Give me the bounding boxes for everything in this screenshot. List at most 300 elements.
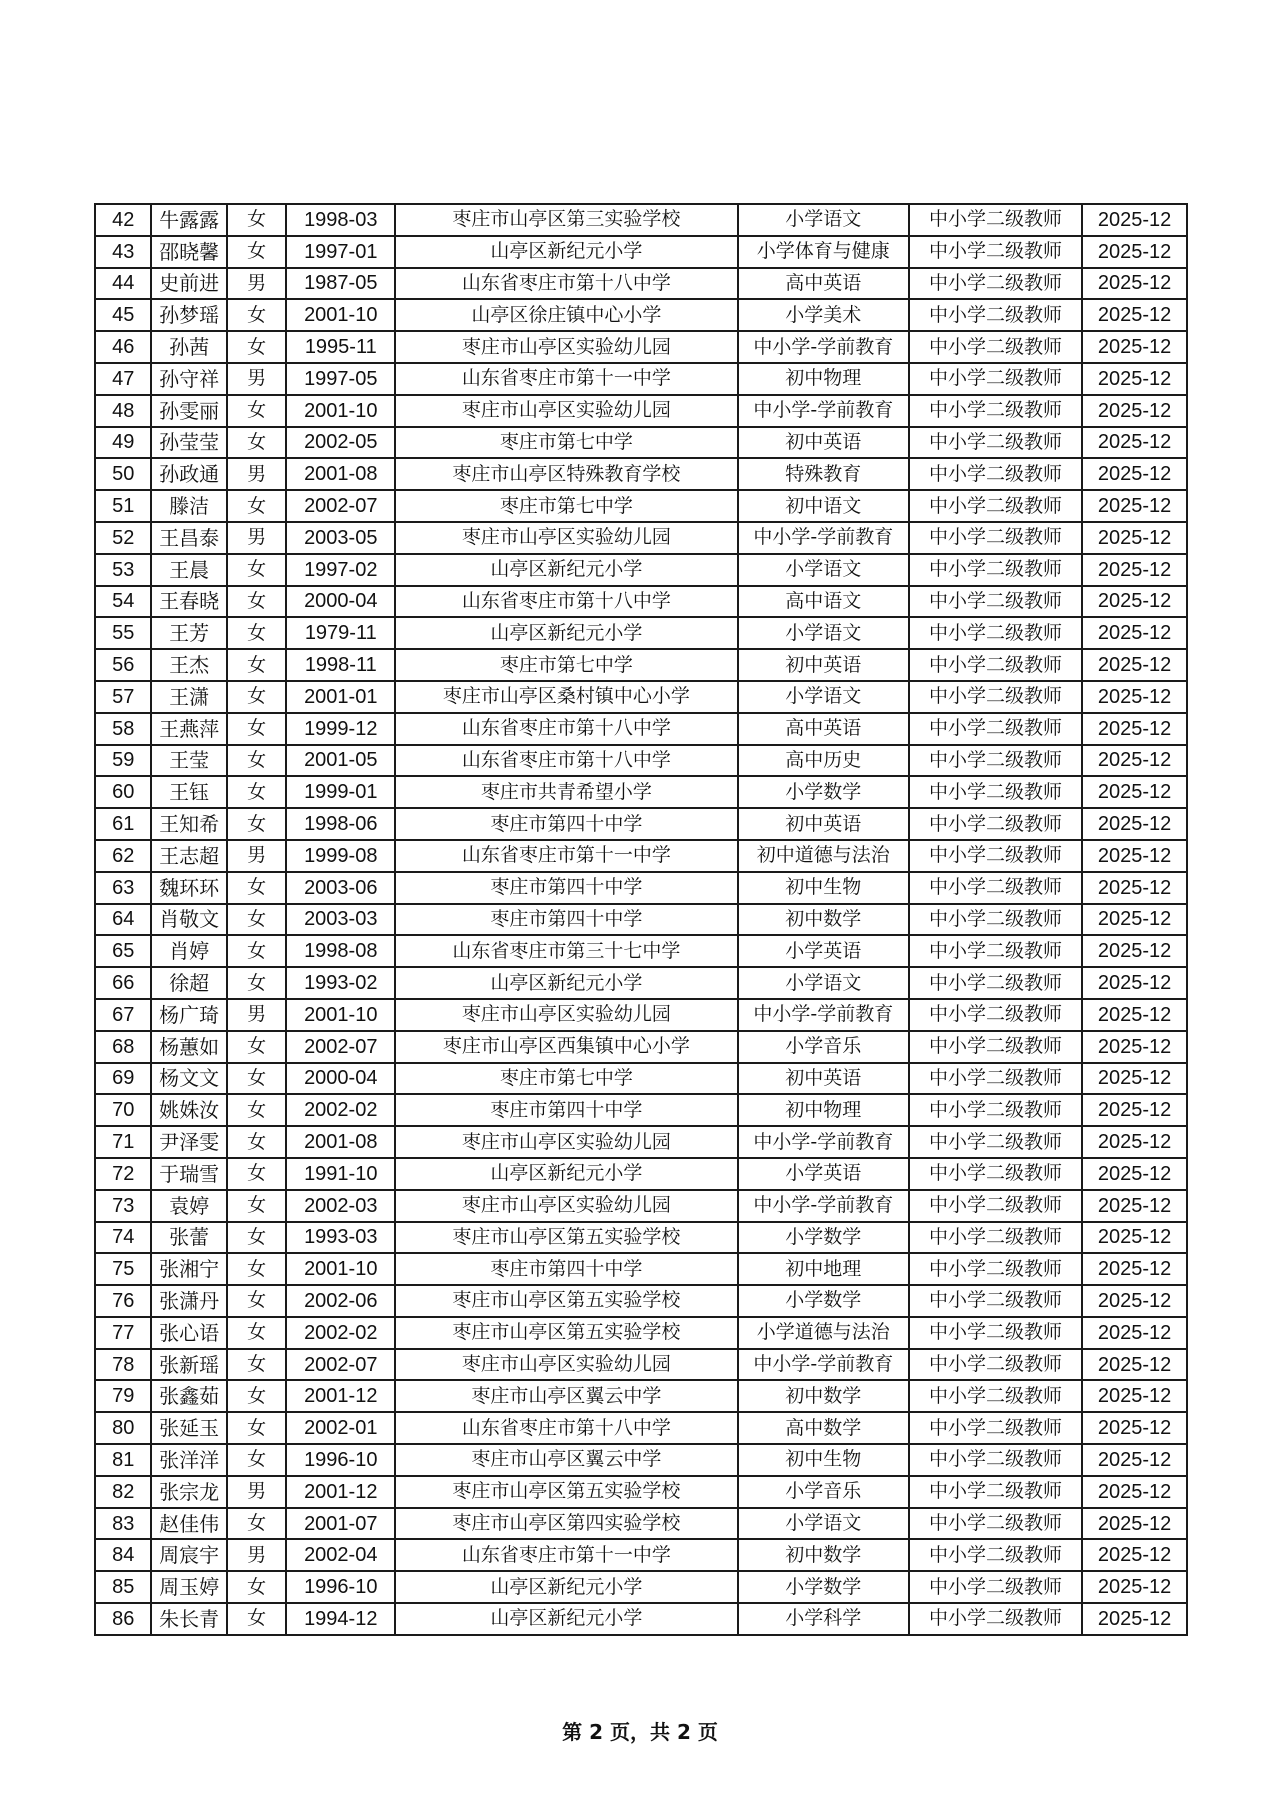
- school-cell: 枣庄市第七中学: [395, 649, 738, 681]
- table-row: [95, 1063, 1187, 1095]
- school-cell: 枣庄市山亭区实验幼儿园: [395, 1190, 738, 1222]
- school-cell: 枣庄市第四十中学: [395, 1253, 738, 1285]
- table-row: [95, 1190, 1187, 1222]
- row-number-cell: 55: [95, 617, 151, 649]
- school-cell: 枣庄市山亭区实验幼儿园: [395, 331, 738, 363]
- title-cell: 中小学二级教师: [909, 1412, 1082, 1444]
- birth-date-cell: 1999-08: [286, 840, 395, 872]
- title-cell: 中小学二级教师: [909, 904, 1082, 936]
- title-cell: 中小学二级教师: [909, 1603, 1082, 1635]
- title-cell: 中小学二级教师: [909, 331, 1082, 363]
- subject-cell: 初中英语: [738, 649, 909, 681]
- table-row: [95, 904, 1187, 936]
- birth-date-cell: 2000-04: [286, 586, 395, 618]
- row-number-cell: 74: [95, 1222, 151, 1254]
- row-number-cell: 83: [95, 1508, 151, 1540]
- subject-cell: 小学语文: [738, 967, 909, 999]
- subject-cell: 中小学-学前教育: [738, 522, 909, 554]
- row-number-cell: 60: [95, 776, 151, 808]
- school-cell: 山东省枣庄市第十八中学: [395, 713, 738, 745]
- table-row: [95, 458, 1187, 490]
- row-number-cell: 81: [95, 1444, 151, 1476]
- row-number-cell: 50: [95, 458, 151, 490]
- name-cell: 于瑞雪: [151, 1158, 227, 1190]
- table-row: [95, 967, 1187, 999]
- subject-cell: 初中物理: [738, 1094, 909, 1126]
- title-cell: 中小学二级教师: [909, 363, 1082, 395]
- table-row: [95, 1031, 1187, 1063]
- birth-date-cell: 1997-02: [286, 554, 395, 586]
- name-cell: 张蕾: [151, 1222, 227, 1254]
- school-cell: 山东省枣庄市第十一中学: [395, 840, 738, 872]
- name-cell: 王春晓: [151, 586, 227, 618]
- birth-date-cell: 2002-05: [286, 427, 395, 459]
- table-body: [95, 204, 1187, 1635]
- row-number-cell: 49: [95, 427, 151, 459]
- school-cell: 山亭区徐庄镇中心小学: [395, 299, 738, 331]
- birth-date-cell: 2002-07: [286, 1349, 395, 1381]
- row-number-cell: 68: [95, 1031, 151, 1063]
- table-row: [95, 1222, 1187, 1254]
- title-cell: 中小学二级教师: [909, 1508, 1082, 1540]
- subject-cell: 特殊教育: [738, 458, 909, 490]
- school-cell: 枣庄市山亭区实验幼儿园: [395, 999, 738, 1031]
- row-number-cell: 45: [95, 299, 151, 331]
- birth-date-cell: 2002-02: [286, 1317, 395, 1349]
- birth-date-cell: 2001-08: [286, 458, 395, 490]
- gender-cell: 女: [227, 1603, 286, 1635]
- effective-date-cell: 2025-12: [1082, 331, 1187, 363]
- effective-date-cell: 2025-12: [1082, 427, 1187, 459]
- birth-date-cell: 1999-01: [286, 776, 395, 808]
- birth-date-cell: 2003-05: [286, 522, 395, 554]
- birth-date-cell: 1991-10: [286, 1158, 395, 1190]
- row-number-cell: 53: [95, 554, 151, 586]
- table-row: [95, 299, 1187, 331]
- table-row: [95, 872, 1187, 904]
- gender-cell: 女: [227, 331, 286, 363]
- gender-cell: 男: [227, 1476, 286, 1508]
- birth-date-cell: 1979-11: [286, 617, 395, 649]
- effective-date-cell: 2025-12: [1082, 268, 1187, 300]
- table-row: [95, 1603, 1187, 1635]
- gender-cell: 女: [227, 1380, 286, 1412]
- effective-date-cell: 2025-12: [1082, 745, 1187, 777]
- name-cell: 张宗龙: [151, 1476, 227, 1508]
- school-cell: 山东省枣庄市第十八中学: [395, 268, 738, 300]
- subject-cell: 小学数学: [738, 1222, 909, 1254]
- table-row: [95, 840, 1187, 872]
- effective-date-cell: 2025-12: [1082, 1094, 1187, 1126]
- birth-date-cell: 2001-07: [286, 1508, 395, 1540]
- birth-date-cell: 1993-03: [286, 1222, 395, 1254]
- subject-cell: 小学语文: [738, 1508, 909, 1540]
- row-number-cell: 48: [95, 395, 151, 427]
- name-cell: 赵佳伟: [151, 1508, 227, 1540]
- title-cell: 中小学二级教师: [909, 236, 1082, 268]
- table-row: [95, 490, 1187, 522]
- birth-date-cell: 2001-10: [286, 1253, 395, 1285]
- row-number-cell: 75: [95, 1253, 151, 1285]
- birth-date-cell: 1998-11: [286, 649, 395, 681]
- row-number-cell: 79: [95, 1380, 151, 1412]
- birth-date-cell: 2001-12: [286, 1380, 395, 1412]
- gender-cell: 女: [227, 904, 286, 936]
- subject-cell: 初中地理: [738, 1253, 909, 1285]
- birth-date-cell: 1987-05: [286, 268, 395, 300]
- school-cell: 山亭区新纪元小学: [395, 617, 738, 649]
- school-cell: 山亭区新纪元小学: [395, 1571, 738, 1603]
- gender-cell: 女: [227, 490, 286, 522]
- title-cell: 中小学二级教师: [909, 1285, 1082, 1317]
- birth-date-cell: 2002-01: [286, 1412, 395, 1444]
- subject-cell: 中小学-学前教育: [738, 1190, 909, 1222]
- subject-cell: 小学数学: [738, 1285, 909, 1317]
- birth-date-cell: 1996-10: [286, 1444, 395, 1476]
- subject-cell: 中小学-学前教育: [738, 331, 909, 363]
- subject-cell: 高中语文: [738, 586, 909, 618]
- gender-cell: 男: [227, 458, 286, 490]
- name-cell: 尹泽雯: [151, 1126, 227, 1158]
- title-cell: 中小学二级教师: [909, 713, 1082, 745]
- subject-cell: 高中英语: [738, 268, 909, 300]
- name-cell: 张新瑶: [151, 1349, 227, 1381]
- gender-cell: 女: [227, 1444, 286, 1476]
- subject-cell: 小学英语: [738, 1158, 909, 1190]
- row-number-cell: 72: [95, 1158, 151, 1190]
- row-number-cell: 61: [95, 808, 151, 840]
- table-row: [95, 236, 1187, 268]
- name-cell: 杨广琦: [151, 999, 227, 1031]
- school-cell: 枣庄市山亭区实验幼儿园: [395, 522, 738, 554]
- title-cell: 中小学二级教师: [909, 586, 1082, 618]
- effective-date-cell: 2025-12: [1082, 1190, 1187, 1222]
- row-number-cell: 47: [95, 363, 151, 395]
- name-cell: 张延玉: [151, 1412, 227, 1444]
- effective-date-cell: 2025-12: [1082, 1126, 1187, 1158]
- effective-date-cell: 2025-12: [1082, 1063, 1187, 1095]
- effective-date-cell: 2025-12: [1082, 872, 1187, 904]
- title-cell: 中小学二级教师: [909, 808, 1082, 840]
- birth-date-cell: 1998-08: [286, 935, 395, 967]
- table-row: [95, 1444, 1187, 1476]
- subject-cell: 初中物理: [738, 363, 909, 395]
- gender-cell: 女: [227, 1317, 286, 1349]
- title-cell: 中小学二级教师: [909, 935, 1082, 967]
- table-row: [95, 363, 1187, 395]
- subject-cell: 小学道德与法治: [738, 1317, 909, 1349]
- subject-cell: 高中数学: [738, 1412, 909, 1444]
- title-cell: 中小学二级教师: [909, 268, 1082, 300]
- school-cell: 枣庄市山亭区第四实验学校: [395, 1508, 738, 1540]
- subject-cell: 初中数学: [738, 1539, 909, 1571]
- school-cell: 山东省枣庄市第十一中学: [395, 363, 738, 395]
- name-cell: 孙政通: [151, 458, 227, 490]
- title-cell: 中小学二级教师: [909, 299, 1082, 331]
- gender-cell: 女: [227, 967, 286, 999]
- row-number-cell: 52: [95, 522, 151, 554]
- effective-date-cell: 2025-12: [1082, 1508, 1187, 1540]
- school-cell: 山东省枣庄市第十八中学: [395, 745, 738, 777]
- name-cell: 徐超: [151, 967, 227, 999]
- subject-cell: 小学科学: [738, 1603, 909, 1635]
- title-cell: 中小学二级教师: [909, 1349, 1082, 1381]
- subject-cell: 初中道德与法治: [738, 840, 909, 872]
- name-cell: 王莹: [151, 745, 227, 777]
- row-number-cell: 59: [95, 745, 151, 777]
- birth-date-cell: 2001-08: [286, 1126, 395, 1158]
- subject-cell: 初中数学: [738, 1380, 909, 1412]
- title-cell: 中小学二级教师: [909, 681, 1082, 713]
- gender-cell: 女: [227, 1063, 286, 1095]
- title-cell: 中小学二级教师: [909, 1253, 1082, 1285]
- subject-cell: 小学英语: [738, 935, 909, 967]
- gender-cell: 女: [227, 681, 286, 713]
- name-cell: 张心语: [151, 1317, 227, 1349]
- subject-cell: 小学语文: [738, 617, 909, 649]
- effective-date-cell: 2025-12: [1082, 1444, 1187, 1476]
- title-cell: 中小学二级教师: [909, 204, 1082, 236]
- gender-cell: 女: [227, 395, 286, 427]
- table-row: [95, 1158, 1187, 1190]
- title-cell: 中小学二级教师: [909, 745, 1082, 777]
- school-cell: 枣庄市第七中学: [395, 427, 738, 459]
- name-cell: 肖婷: [151, 935, 227, 967]
- gender-cell: 女: [227, 872, 286, 904]
- birth-date-cell: 1997-01: [286, 236, 395, 268]
- gender-cell: 女: [227, 299, 286, 331]
- effective-date-cell: 2025-12: [1082, 649, 1187, 681]
- gender-cell: 女: [227, 713, 286, 745]
- effective-date-cell: 2025-12: [1082, 522, 1187, 554]
- effective-date-cell: 2025-12: [1082, 1571, 1187, 1603]
- gender-cell: 女: [227, 808, 286, 840]
- school-cell: 枣庄市山亭区特殊教育学校: [395, 458, 738, 490]
- school-cell: 山亭区新纪元小学: [395, 1603, 738, 1635]
- row-number-cell: 43: [95, 236, 151, 268]
- effective-date-cell: 2025-12: [1082, 999, 1187, 1031]
- gender-cell: 女: [227, 1412, 286, 1444]
- school-cell: 山亭区新纪元小学: [395, 554, 738, 586]
- row-number-cell: 84: [95, 1539, 151, 1571]
- subject-cell: 小学语文: [738, 204, 909, 236]
- row-number-cell: 62: [95, 840, 151, 872]
- table-row: [95, 935, 1187, 967]
- birth-date-cell: 2002-06: [286, 1285, 395, 1317]
- effective-date-cell: 2025-12: [1082, 808, 1187, 840]
- title-cell: 中小学二级教师: [909, 776, 1082, 808]
- row-number-cell: 86: [95, 1603, 151, 1635]
- gender-cell: 女: [227, 1571, 286, 1603]
- name-cell: 史前进: [151, 268, 227, 300]
- effective-date-cell: 2025-12: [1082, 204, 1187, 236]
- name-cell: 孙梦瑶: [151, 299, 227, 331]
- gender-cell: 女: [227, 1158, 286, 1190]
- name-cell: 孙雯丽: [151, 395, 227, 427]
- subject-cell: 初中英语: [738, 427, 909, 459]
- birth-date-cell: 1996-10: [286, 1571, 395, 1603]
- name-cell: 张潇丹: [151, 1285, 227, 1317]
- table-row: [95, 1094, 1187, 1126]
- row-number-cell: 42: [95, 204, 151, 236]
- subject-cell: 高中历史: [738, 745, 909, 777]
- birth-date-cell: 1993-02: [286, 967, 395, 999]
- title-cell: 中小学二级教师: [909, 1444, 1082, 1476]
- table-row: [95, 681, 1187, 713]
- school-cell: 枣庄市山亭区第五实验学校: [395, 1222, 738, 1254]
- title-cell: 中小学二级教师: [909, 999, 1082, 1031]
- table-row: [95, 649, 1187, 681]
- school-cell: 山亭区新纪元小学: [395, 236, 738, 268]
- table-row: [95, 1508, 1187, 1540]
- title-cell: 中小学二级教师: [909, 554, 1082, 586]
- gender-cell: 女: [227, 1222, 286, 1254]
- row-number-cell: 46: [95, 331, 151, 363]
- subject-cell: 中小学-学前教育: [738, 1349, 909, 1381]
- name-cell: 王潇: [151, 681, 227, 713]
- subject-cell: 小学美术: [738, 299, 909, 331]
- school-cell: 枣庄市第四十中学: [395, 904, 738, 936]
- birth-date-cell: 2001-10: [286, 999, 395, 1031]
- name-cell: 王燕萍: [151, 713, 227, 745]
- table-row: [95, 999, 1187, 1031]
- name-cell: 王钰: [151, 776, 227, 808]
- row-number-cell: 57: [95, 681, 151, 713]
- effective-date-cell: 2025-12: [1082, 1158, 1187, 1190]
- subject-cell: 小学语文: [738, 681, 909, 713]
- subject-cell: 中小学-学前教育: [738, 999, 909, 1031]
- effective-date-cell: 2025-12: [1082, 776, 1187, 808]
- effective-date-cell: 2025-12: [1082, 554, 1187, 586]
- name-cell: 肖敬文: [151, 904, 227, 936]
- gender-cell: 男: [227, 363, 286, 395]
- effective-date-cell: 2025-12: [1082, 840, 1187, 872]
- row-number-cell: 54: [95, 586, 151, 618]
- name-cell: 王晨: [151, 554, 227, 586]
- birth-date-cell: 2002-03: [286, 1190, 395, 1222]
- title-cell: 中小学二级教师: [909, 840, 1082, 872]
- school-cell: 枣庄市共青希望小学: [395, 776, 738, 808]
- table-row: [95, 745, 1187, 777]
- name-cell: 杨文文: [151, 1063, 227, 1095]
- school-cell: 枣庄市山亭区西集镇中心小学: [395, 1031, 738, 1063]
- effective-date-cell: 2025-12: [1082, 395, 1187, 427]
- subject-cell: 中小学-学前教育: [738, 395, 909, 427]
- title-cell: 中小学二级教师: [909, 1317, 1082, 1349]
- row-number-cell: 44: [95, 268, 151, 300]
- school-cell: 山东省枣庄市第十八中学: [395, 1412, 738, 1444]
- effective-date-cell: 2025-12: [1082, 904, 1187, 936]
- personnel-table: [94, 203, 1188, 1636]
- name-cell: 孙茜: [151, 331, 227, 363]
- effective-date-cell: 2025-12: [1082, 1539, 1187, 1571]
- title-cell: 中小学二级教师: [909, 1063, 1082, 1095]
- table-row: [95, 808, 1187, 840]
- row-number-cell: 69: [95, 1063, 151, 1095]
- name-cell: 张鑫茹: [151, 1380, 227, 1412]
- effective-date-cell: 2025-12: [1082, 713, 1187, 745]
- title-cell: 中小学二级教师: [909, 649, 1082, 681]
- title-cell: 中小学二级教师: [909, 1571, 1082, 1603]
- birth-date-cell: 2003-03: [286, 904, 395, 936]
- subject-cell: 小学体育与健康: [738, 236, 909, 268]
- gender-cell: 女: [227, 649, 286, 681]
- effective-date-cell: 2025-12: [1082, 1317, 1187, 1349]
- school-cell: 山东省枣庄市第十一中学: [395, 1539, 738, 1571]
- table-row: [95, 1253, 1187, 1285]
- birth-date-cell: 2003-06: [286, 872, 395, 904]
- school-cell: 枣庄市第四十中学: [395, 1094, 738, 1126]
- effective-date-cell: 2025-12: [1082, 363, 1187, 395]
- row-number-cell: 71: [95, 1126, 151, 1158]
- gender-cell: 女: [227, 1349, 286, 1381]
- effective-date-cell: 2025-12: [1082, 967, 1187, 999]
- subject-cell: 初中英语: [738, 1063, 909, 1095]
- birth-date-cell: 1997-05: [286, 363, 395, 395]
- name-cell: 朱长青: [151, 1603, 227, 1635]
- effective-date-cell: 2025-12: [1082, 490, 1187, 522]
- school-cell: 枣庄市山亭区实验幼儿园: [395, 1126, 738, 1158]
- title-cell: 中小学二级教师: [909, 427, 1082, 459]
- school-cell: 山亭区新纪元小学: [395, 967, 738, 999]
- name-cell: 牛露露: [151, 204, 227, 236]
- name-cell: 王知希: [151, 808, 227, 840]
- name-cell: 滕洁: [151, 490, 227, 522]
- title-cell: 中小学二级教师: [909, 458, 1082, 490]
- gender-cell: 女: [227, 204, 286, 236]
- school-cell: 枣庄市第四十中学: [395, 808, 738, 840]
- title-cell: 中小学二级教师: [909, 967, 1082, 999]
- title-cell: 中小学二级教师: [909, 872, 1082, 904]
- gender-cell: 女: [227, 776, 286, 808]
- table-row: [95, 1571, 1187, 1603]
- gender-cell: 女: [227, 935, 286, 967]
- subject-cell: 小学音乐: [738, 1031, 909, 1063]
- school-cell: 枣庄市山亭区翼云中学: [395, 1380, 738, 1412]
- school-cell: 枣庄市山亭区实验幼儿园: [395, 1349, 738, 1381]
- effective-date-cell: 2025-12: [1082, 1253, 1187, 1285]
- birth-date-cell: 2002-07: [286, 1031, 395, 1063]
- birth-date-cell: 1998-03: [286, 204, 395, 236]
- table-row: [95, 331, 1187, 363]
- row-number-cell: 73: [95, 1190, 151, 1222]
- effective-date-cell: 2025-12: [1082, 1476, 1187, 1508]
- name-cell: 王志超: [151, 840, 227, 872]
- title-cell: 中小学二级教师: [909, 490, 1082, 522]
- table-row: [95, 522, 1187, 554]
- name-cell: 周玉婷: [151, 1571, 227, 1603]
- table-row: [95, 268, 1187, 300]
- subject-cell: 小学数学: [738, 1571, 909, 1603]
- subject-cell: 中小学-学前教育: [738, 1126, 909, 1158]
- effective-date-cell: 2025-12: [1082, 299, 1187, 331]
- birth-date-cell: 2002-02: [286, 1094, 395, 1126]
- birth-date-cell: 2001-10: [286, 395, 395, 427]
- table-row: [95, 1539, 1187, 1571]
- title-cell: 中小学二级教师: [909, 522, 1082, 554]
- title-cell: 中小学二级教师: [909, 1222, 1082, 1254]
- title-cell: 中小学二级教师: [909, 1158, 1082, 1190]
- name-cell: 孙莹莹: [151, 427, 227, 459]
- gender-cell: 女: [227, 1126, 286, 1158]
- birth-date-cell: 2001-05: [286, 745, 395, 777]
- gender-cell: 女: [227, 1190, 286, 1222]
- birth-date-cell: 2001-01: [286, 681, 395, 713]
- row-number-cell: 63: [95, 872, 151, 904]
- subject-cell: 小学语文: [738, 554, 909, 586]
- subject-cell: 初中数学: [738, 904, 909, 936]
- title-cell: 中小学二级教师: [909, 395, 1082, 427]
